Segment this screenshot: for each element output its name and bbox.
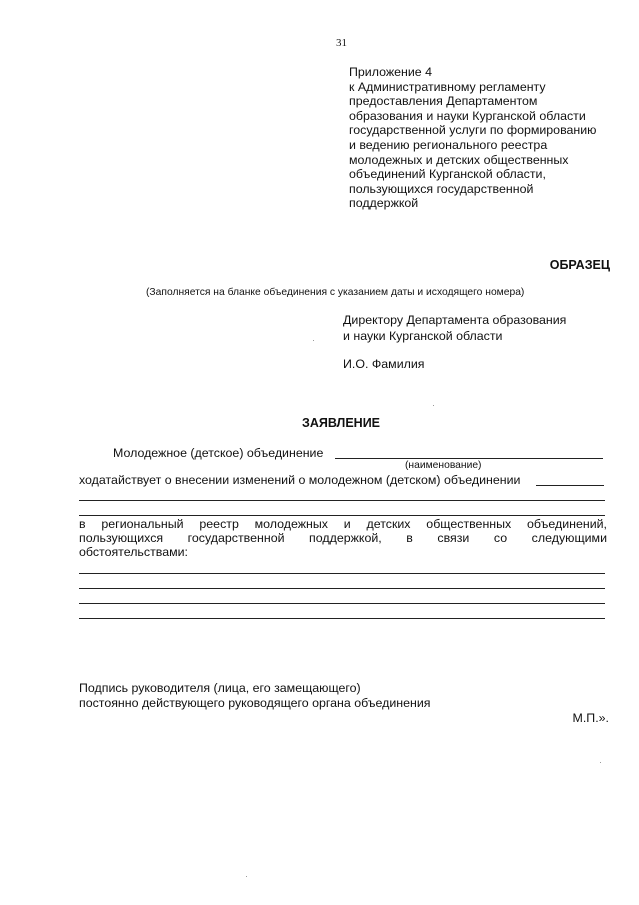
registry-line: в региональный реестр молодежных и детских общественных объединений, [79,517,607,531]
stamp-mark: М.П.». [572,711,609,725]
annex-line: образования и науки Курганской области [349,108,586,123]
petition-fill-line [536,485,604,486]
fill-line [79,618,605,619]
scan-speck [313,340,314,341]
association-label: Молодежное (детское) объединение [113,446,324,460]
addressee-line: и науки Курганской области [343,328,503,343]
addressee-name: И.О. Фамилия [343,357,425,371]
page-number: 31 [336,37,347,49]
scan-speck [246,876,247,877]
addressee-line: Директору Департамента образования [343,313,567,327]
association-name-line [335,458,603,459]
fill-line [79,573,605,574]
registry-line: обстоятельствами: [79,545,188,559]
annex-header [349,65,596,211]
scan-speck [433,405,434,406]
signature-line: постоянно действующего руководящего органа объединения [79,696,431,710]
annex-line: к Административному регламенту [349,79,546,94]
annex-line: государственной услуги по формированию [349,123,597,138]
fill-line [79,515,605,516]
fill-note: (Заполняется на бланке объединения с указанием даты и исходящего номера) [146,287,525,298]
signature-block [79,681,431,711]
annex-line: Приложение 4 [349,65,433,79]
annex-line: поддержкой [349,196,419,211]
annex-line: предоставления Департаментом [349,94,538,109]
fill-line [79,500,605,501]
registry-line: пользующихся государственной поддержкой, в связи со следующими [79,531,607,545]
petition-text: ходатайствует о внесении изменений о молодежном (детском) объединении [79,473,521,487]
scan-speck [600,762,601,763]
name-hint: (наименование) [405,460,482,471]
signature-line: Подпись руководителя (лица, его замещающего) [79,681,361,695]
sample-label: ОБРАЗЕЦ [549,258,610,272]
fill-line [79,588,605,589]
annex-line: и ведению регионального реестра [349,137,548,152]
document-title: ЗАЯВЛЕНИЕ [302,416,381,430]
annex-line: молодежных и детских общественных [349,152,569,167]
fill-line [79,603,605,604]
addressee-block [343,313,566,344]
annex-line: объединений Курганской области, [349,167,546,182]
annex-line: пользующихся государственной [349,181,534,196]
